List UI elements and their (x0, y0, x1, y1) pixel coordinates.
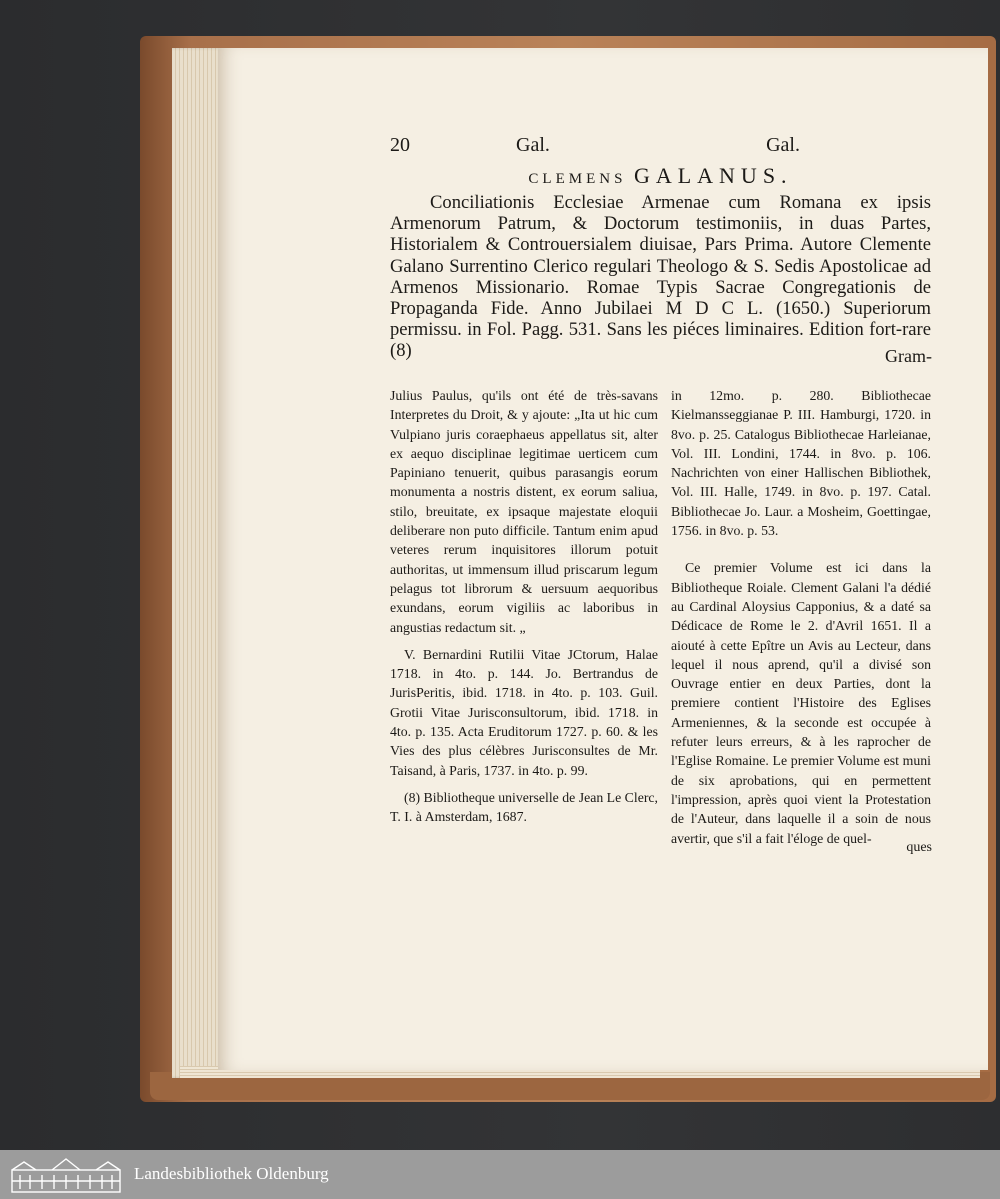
main-paragraph: Conciliationis Ecclesiae Armenae cum Romana ex ipsis Armenorum Patrum, & Doctorum testimoniis, in duas Partes, Historialem & Controuersialem diuisae, Pars Prima. Autore Clemente Galano Surrentino Clerico regulari Theologo & S. Sedis Apostolicae ad Armenos Missionario. Romae Typis Sacrae Congregationis de Propaganda Fide. Anno Jubilaei M D C L. (1650.) Superiorum permissu. in Fol. Pagg. 531. Sans les piéces liminaires. Edition fort-rare (8) (390, 192, 931, 362)
library-name: Landesbibliothek Oldenburg (134, 1164, 329, 1183)
running-head-right: Gal. (766, 134, 800, 156)
entry-title (390, 163, 931, 189)
library-logo-icon (8, 1156, 124, 1194)
left-paragraph-3: (8) Bibliotheque universelle de Jean Le Clerc, T. I. à Amsterdam, 1687. (390, 789, 659, 825)
left-paragraph-1: Julius Paulus, qu'ils ont été de très-savans Interpretes du Droit, & y ajoute: „Ita ut hic cum Vulpiano juris coraephaeus appellatus sit, alter ex aequo disciplinae legitimae uerticem cum Papiniano tenuerit, quibus parasangis eorum monumenta a nostris distent, ex eorum saliua, stilo, breuitate, ex ipsaque majestate eloquii deliberare non puto difficile. Tantum enim apud veteres rerum inquisitores illorum potuit authoritas, ut immensum illud priscarum legum pelagus tot librorum & uersuum aequoribus exundans, eorum vigiliis ac laboribus in angustias redactum sit. „ (390, 388, 658, 635)
left-paragraph-2: V. Bernardini Rutilii Vitae JCtorum, Halae 1718. in 4to. p. 144. Jo. Bertrandus de JurisPeritis, ibid. 1718. in 4to. p. 103. Guil. Grotii Vitae Jurisconsultorum, ibid. 1718. in 4to. p. 135. Acta Eruditorum 1727. p. 60. & les Vies des plus célèbres Jurisconsultes de Mr. Taisand, à Paris, 1737. in 4to. p. 99. (390, 646, 658, 778)
catchword-main: Gram- (885, 346, 932, 366)
footnote-column-left (390, 386, 658, 835)
right-paragraph-1: in 12mo. p. 280. Bibliothecae Kielmansseggianae P. III. Hamburgi, 1720. in 8vo. p. 25. Catalogus Bibliothecae Harleianae, Vol. III. Londini, 1744. in 8vo. p. 106. Nachrichten von einer Hallischen Bibliothek, Vol. III. Halle, 1749. in 8vo. p. 197. Catal. Bibliothecae Jo. Laur. a Mosheim, Goettingae, 1756. in 8vo. p. 53. (671, 388, 931, 539)
page-number: 20 (390, 134, 410, 156)
entry-first-name: CLEMENS (528, 171, 627, 187)
running-head-left: Gal. (516, 134, 550, 156)
footer-bar (0, 1150, 1000, 1199)
catchword-columns: ques (906, 840, 932, 855)
running-head (390, 134, 800, 160)
footnote-column-right (671, 386, 931, 856)
entry-last-name: GALANUS. (633, 163, 793, 188)
main-entry-text (390, 192, 931, 362)
right-paragraph-2: Ce premier Volume est ici dans la Bibliotheque Roiale. Clement Galani l'a dédié au Cardinal Aloysius Capponius, & a daté sa Dédicace de Rome le 2. d'Avril 1651. Il a aiouté à cette Epître un Avis au Lecteur, dans lequel il nous aprend, qu'il a divisé son Ouvrage entier en deux Parties, dont la premiere contient l'Histoire des Eglises Armeniennes, & la seconde est occupée à refuter leurs erreurs, & à les raprocher de l'Eglise Romaine. Le premier Volume est muni de six aprobations, qui en permettent l'impression, après quoi vient la Protestation de l'Auteur, dans laquelle il a soin de nous avertir, que s'il a fait l'éloge de quel- (671, 560, 931, 846)
